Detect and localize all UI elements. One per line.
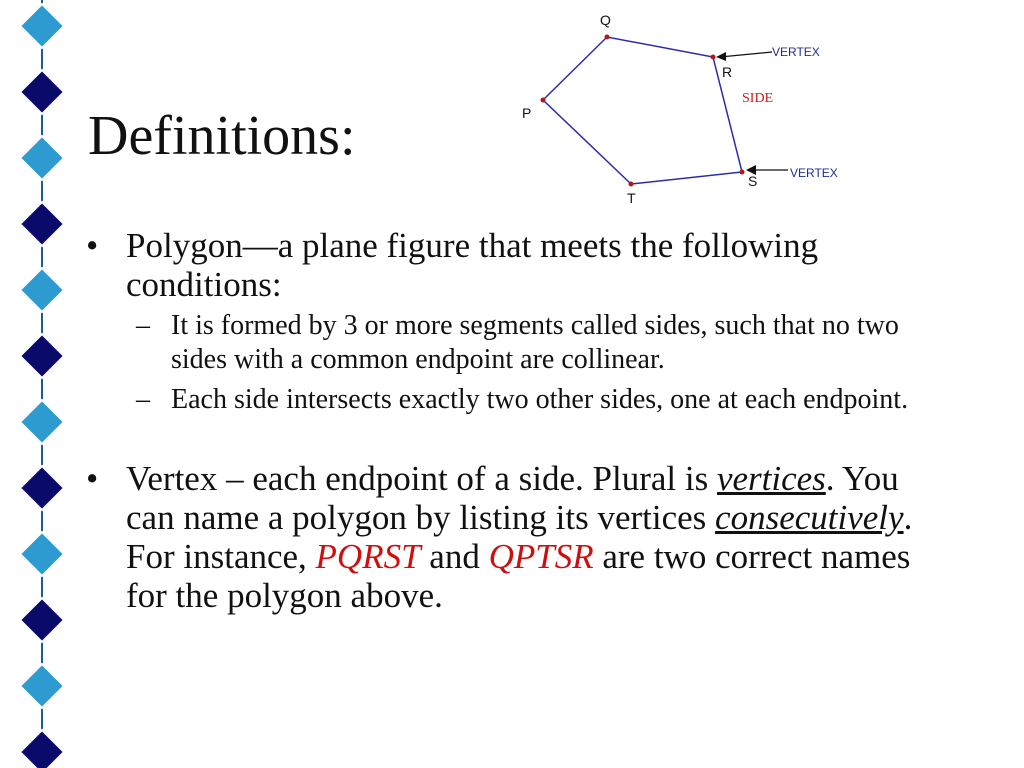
vertex-label-t: T	[627, 190, 636, 206]
vertex-annotation-top: VERTEX	[772, 45, 820, 59]
polygon-figure	[500, 0, 880, 215]
vertices-term: vertices	[716, 459, 826, 498]
vertex-text-3: . For instance,	[126, 498, 913, 576]
vertex-label-r: R	[722, 64, 733, 80]
border-diamond	[20, 268, 64, 312]
vertex-point-t	[629, 182, 634, 187]
vertex-point-s	[740, 170, 745, 175]
sub-bullet-text: Each side intersects exactly two other sides, one at each endpoint.	[171, 384, 909, 415]
vertex-point-p	[541, 98, 546, 103]
vertex-point-r	[711, 55, 716, 60]
border-diamond	[20, 598, 64, 642]
polygon-term: Polygon	[126, 226, 243, 265]
vertex-label-s: S	[748, 173, 758, 189]
vertex-text-2: . You can name a polygon by listing its vertices	[126, 459, 899, 537]
border-diamond	[20, 532, 64, 576]
polygon-name-qptsr: QPTSR	[488, 537, 594, 576]
bullet-marker: •	[86, 459, 99, 498]
border-diamond	[20, 4, 64, 48]
side-annotation: SIDE	[742, 91, 774, 106]
vertex-text-4: and	[420, 537, 489, 576]
vertex-point-q	[605, 35, 610, 40]
diamond-border	[0, 0, 90, 768]
border-diamond	[20, 136, 64, 180]
border-diamond	[20, 202, 64, 246]
vertex-annotation-bottom: VERTEX	[790, 166, 838, 180]
bullet-marker: •	[86, 226, 99, 265]
vertex-arrow-top-head	[716, 52, 726, 61]
sub-bullet-text: It is formed by 3 or more segments called sides, such that no two sides with a common endpoint are collinear.	[171, 310, 899, 375]
sub-bullet-marker: –	[136, 384, 150, 415]
polygon-emdash: —	[242, 226, 278, 265]
vertex-arrow-top	[720, 52, 772, 57]
bullet-polygon	[86, 226, 936, 304]
sub-bullet-marker: –	[136, 310, 150, 341]
border-diamond	[20, 664, 64, 708]
vertex-label-p: P	[522, 105, 532, 121]
slide-title: Definitions:	[88, 105, 356, 167]
bullet-vertex	[86, 459, 916, 615]
border-diamond	[20, 70, 64, 114]
border-diamond	[20, 730, 64, 768]
polygon-definition: a plane figure that meets the following conditions:	[126, 226, 819, 304]
vertex-text-1: Vertex – each endpoint of a side. Plural is	[126, 459, 717, 498]
sub-bullet-segments	[136, 309, 951, 377]
polygon-name-pqrst: PQRST	[315, 537, 421, 576]
vertex-text-5: are two correct names for the polygon above.	[126, 537, 911, 615]
border-diamond	[20, 400, 64, 444]
border-diamond	[20, 466, 64, 510]
consecutively-term: consecutively	[715, 498, 904, 537]
border-diamond	[20, 334, 64, 378]
sub-bullet-intersects	[136, 383, 951, 417]
vertex-label-q: Q	[600, 12, 611, 28]
